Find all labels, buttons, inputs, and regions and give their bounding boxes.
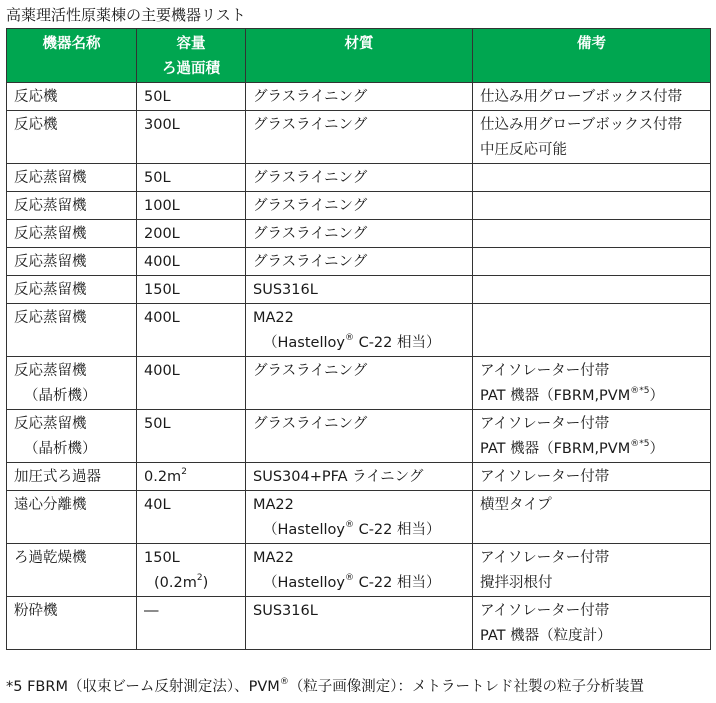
cell-remarks: [473, 597, 711, 650]
cell-name: [7, 544, 137, 597]
cell-capacity-line: 200L: [144, 226, 180, 242]
cell-material-line: SUS316L: [253, 282, 318, 298]
cell-material: [246, 491, 473, 544]
cell-name-line: （晶析機）: [24, 388, 97, 404]
cell-name: [7, 276, 137, 304]
cell-name-line: 反応蒸留機: [14, 254, 87, 270]
cell-name: [7, 192, 137, 220]
cell-material: [246, 248, 473, 276]
cell-capacity-line: 150L: [144, 282, 180, 298]
cell-name: [7, 491, 137, 544]
cell-name: [7, 220, 137, 248]
cell-name-line: 反応蒸留機: [14, 226, 87, 242]
cell-remarks-line: アイソレーター付帯: [480, 469, 610, 485]
cell-capacity: [137, 111, 246, 164]
table-row: [7, 276, 711, 304]
cell-name-line: 反応蒸留機: [14, 282, 87, 298]
cell-material-line: SUS316L: [253, 603, 318, 619]
cell-name-line: 反応蒸留機: [14, 363, 87, 379]
cell-capacity-line: 400L: [144, 310, 180, 326]
table-row: [7, 83, 711, 111]
cell-capacity-line: $0.2m^2$: [144, 467, 187, 485]
cell-capacity-line: ―: [144, 603, 159, 619]
cell-capacity: [137, 357, 246, 410]
cell-material-line: MA22: [253, 497, 294, 513]
cell-remarks-line: アイソレーター付帯: [480, 363, 610, 379]
cell-name: [7, 83, 137, 111]
cell-name-line: ろ過乾燥機: [14, 550, 87, 566]
cell-material: [246, 357, 473, 410]
table-row: [7, 248, 711, 276]
table-header-row: [7, 29, 711, 83]
cell-capacity: [137, 491, 246, 544]
cell-name: [7, 357, 137, 410]
cell-capacity-line: 50L: [144, 170, 171, 186]
cell-capacity-line: $(0.2m^2)$: [154, 573, 209, 591]
cell-material-line: グラスライニング: [253, 416, 368, 432]
cell-material-line: MA22: [253, 310, 294, 326]
cell-remarks-line: PAT 機器（粒度計）: [480, 628, 612, 644]
column-header-capacity-line2: ろ過面積: [162, 61, 220, 77]
cell-capacity-line: 400L: [144, 363, 180, 379]
table-row: [7, 192, 711, 220]
table-row: [7, 597, 711, 650]
table-row: [7, 410, 711, 463]
cell-remarks-line: 仕込み用グローブボックス付帯: [480, 89, 683, 105]
cell-material: [246, 597, 473, 650]
cell-material: [246, 111, 473, 164]
cell-remarks: [473, 410, 711, 463]
cell-remarks-line: 中圧反応可能: [480, 142, 567, 158]
cell-capacity: [137, 220, 246, 248]
cell-remarks-line: アイソレーター付帯: [480, 603, 610, 619]
column-header-name: 機器名称: [7, 29, 137, 83]
cell-capacity-line: 150L: [144, 550, 180, 566]
cell-name-line: （晶析機）: [24, 441, 97, 457]
table-row: [7, 220, 711, 248]
cell-material-line: グラスライニング: [253, 117, 368, 133]
table-row: [7, 111, 711, 164]
cell-material-line: グラスライニング: [253, 254, 368, 270]
table-row: [7, 491, 711, 544]
cell-remarks-line: アイソレーター付帯: [480, 416, 610, 432]
cell-name-line: 反応蒸留機: [14, 198, 87, 214]
cell-remarks: [473, 276, 711, 304]
cell-name: [7, 248, 137, 276]
cell-material: [246, 276, 473, 304]
cell-capacity: [137, 248, 246, 276]
cell-remarks: [473, 544, 711, 597]
table-row: [7, 304, 711, 357]
footnote: *5 FBRM（収束ビーム反射測定法）、PVM®（粒子画像測定）：メトラートレド社製の粒子分析装置: [6, 677, 645, 695]
table-row: [7, 357, 711, 410]
column-header-capacity-line1: 容量: [176, 36, 206, 52]
cell-name: [7, 597, 137, 650]
cell-name: [7, 111, 137, 164]
cell-capacity: [137, 597, 246, 650]
table-row: [7, 463, 711, 491]
cell-remarks: [473, 220, 711, 248]
cell-remarks-line: アイソレーター付帯: [480, 550, 610, 566]
cell-capacity: [137, 164, 246, 192]
cell-material: [246, 463, 473, 491]
cell-remarks: [473, 248, 711, 276]
cell-material-line: グラスライニング: [253, 226, 368, 242]
column-header-capacity: [137, 29, 246, 83]
cell-remarks: [473, 83, 711, 111]
cell-name: [7, 463, 137, 491]
cell-capacity: [137, 304, 246, 357]
cell-remarks: [473, 111, 711, 164]
cell-material-line: （Hastelloy® C-22 相当）: [263, 333, 441, 351]
cell-capacity: [137, 276, 246, 304]
cell-material: [246, 544, 473, 597]
cell-remarks: [473, 192, 711, 220]
column-header-material: 材質: [246, 29, 473, 83]
cell-capacity: [137, 463, 246, 491]
cell-capacity: [137, 410, 246, 463]
cell-material-line: グラスライニング: [253, 89, 368, 105]
cell-capacity-line: 40L: [144, 497, 171, 513]
cell-material: [246, 164, 473, 192]
cell-capacity-line: 100L: [144, 198, 180, 214]
cell-capacity-line: 300L: [144, 117, 180, 133]
cell-name: [7, 304, 137, 357]
cell-material: [246, 220, 473, 248]
cell-remarks: [473, 463, 711, 491]
cell-remarks-line: PAT 機器$(FBRM,PVM^{®*5})$: [480, 439, 664, 457]
cell-name-line: 遠心分離機: [14, 497, 87, 513]
cell-material: [246, 192, 473, 220]
column-header-remarks: 備考: [473, 29, 711, 83]
cell-capacity: [137, 544, 246, 597]
cell-material-line: グラスライニング: [253, 363, 368, 379]
cell-name-line: 反応蒸留機: [14, 416, 87, 432]
cell-material: [246, 410, 473, 463]
page-title: 高薬理活性原薬棟の主要機器リスト: [6, 6, 246, 24]
cell-remarks: [473, 304, 711, 357]
cell-capacity: [137, 83, 246, 111]
cell-name: [7, 164, 137, 192]
cell-material: [246, 304, 473, 357]
cell-material: [246, 83, 473, 111]
cell-remarks-line: 横型タイプ: [480, 497, 552, 513]
cell-material-line: グラスライニング: [253, 170, 368, 186]
cell-material-line: MA22: [253, 550, 294, 566]
cell-name-line: 反応蒸留機: [14, 170, 87, 186]
cell-name-line: 加圧式ろ過器: [14, 469, 101, 485]
cell-material-line: （Hastelloy® C-22 相当）: [263, 520, 441, 538]
cell-capacity-line: 50L: [144, 416, 171, 432]
cell-remarks: [473, 164, 711, 192]
cell-capacity-line: 400L: [144, 254, 180, 270]
cell-material-line: グラスライニング: [253, 198, 368, 214]
table-body: [7, 83, 711, 650]
cell-name: [7, 410, 137, 463]
table-row: [7, 544, 711, 597]
cell-remarks: [473, 491, 711, 544]
cell-capacity: [137, 192, 246, 220]
cell-remarks: [473, 357, 711, 410]
cell-name-line: 反応機: [14, 117, 58, 133]
cell-name-line: 反応機: [14, 89, 58, 105]
equipment-table: [6, 28, 711, 650]
cell-remarks-line: PAT 機器$(FBRM,PVM^{®*5})$: [480, 386, 664, 404]
cell-remarks-line: 攪拌羽根付: [480, 575, 553, 591]
table-row: [7, 164, 711, 192]
cell-capacity-line: 50L: [144, 89, 171, 105]
cell-name-line: 粉砕機: [14, 603, 58, 619]
cell-name-line: 反応蒸留機: [14, 310, 87, 326]
cell-material-line: （Hastelloy® C-22 相当）: [263, 573, 441, 591]
cell-material-line: SUS304+PFA ライニング: [253, 469, 424, 485]
cell-remarks-line: 仕込み用グローブボックス付帯: [480, 117, 683, 133]
